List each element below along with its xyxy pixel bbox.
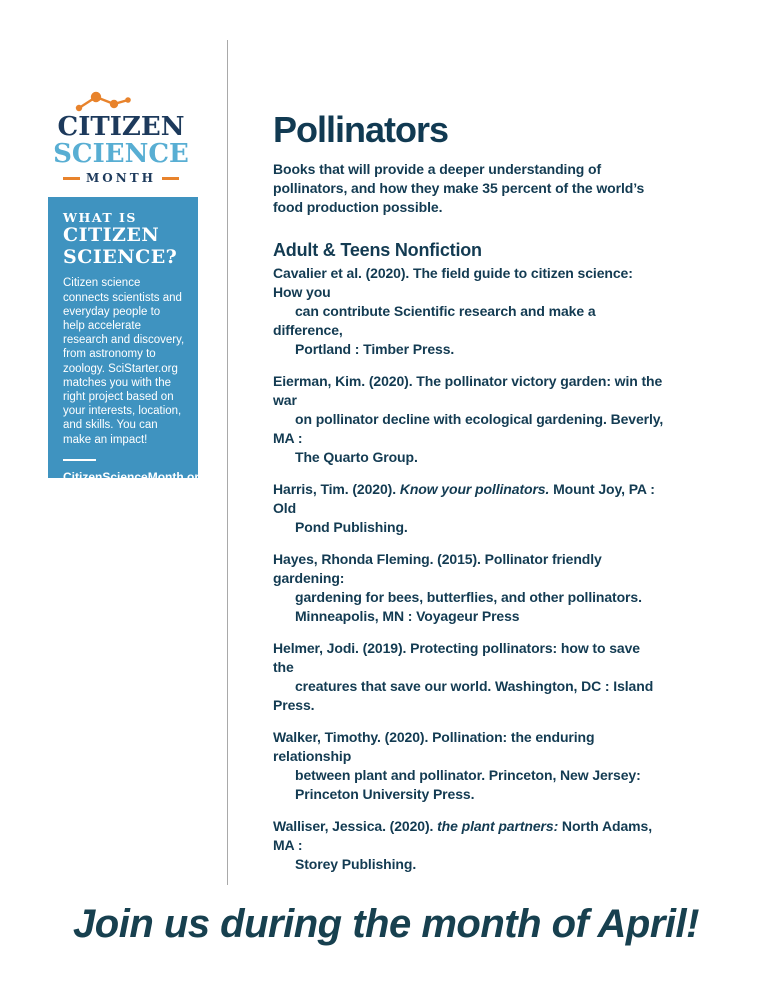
book-line: MA : — [273, 429, 303, 446]
book-entry-eierman — [273, 372, 733, 467]
book-line-segment: Walliser, Jessica. (2020). — [273, 817, 438, 834]
book-line: How you — [273, 283, 331, 300]
book-line: war — [273, 391, 297, 408]
book-entry-cavalier — [273, 264, 733, 359]
book-line: Portland : Timber Press. — [295, 340, 455, 357]
book-entry-hayes — [273, 550, 733, 626]
intro-line: Books that will provide a deeper understanding of — [273, 160, 602, 177]
book-entry-helmer — [273, 639, 733, 715]
logo-word-citizen: CITIZEN — [57, 112, 185, 142]
book-line: can contribute Scientific research and make a — [295, 302, 596, 319]
page-title: Pollinators — [273, 109, 449, 150]
book-line: relationship — [273, 747, 352, 764]
molecule-network-icon — [72, 90, 136, 113]
book-line-segment: North Adams, — [558, 817, 652, 834]
book-line — [273, 480, 733, 499]
book-line: Storey Publishing. — [295, 855, 417, 872]
book-line: Hayes, Rhonda Fleming. (2015). Pollinator friendly — [273, 550, 602, 567]
book-entry-walliser — [273, 817, 733, 874]
book-line: MA : — [273, 836, 303, 853]
book-line: Minneapolis, MN : Voyageur Press — [295, 607, 520, 624]
citizen-science-month-link[interactable]: CitizenScienceMonth.org — [63, 469, 207, 484]
book-line: Walker, Timothy. (2020). Pollination: the enduring — [273, 728, 595, 745]
what-is-citizen-science-box — [48, 197, 207, 484]
book-line: Cavalier et al. (2020). The field guide to citizen science: — [273, 264, 633, 281]
sidebar-what-is-label: WHAT IS — [63, 210, 137, 225]
intro-line: food production possible. — [273, 198, 443, 215]
book-line-segment-italic: Know your pollinators. — [399, 480, 550, 497]
book-line: The Quarto Group. — [295, 448, 418, 465]
logo-dash-right — [162, 177, 179, 180]
book-line: Princeton University Press. — [295, 785, 475, 802]
book-line-segment-italic: the plant partners: — [437, 817, 559, 834]
book-line: between plant and pollinator. Princeton, New Jersey: — [295, 766, 641, 783]
book-line: Helmer, Jodi. (2019). Protecting pollinators: how to save — [273, 639, 640, 656]
main-content — [273, 110, 733, 887]
book-line — [273, 817, 733, 836]
sidebar-body-text: Citizen science connects scientists and everyday people to help accelerate research and discovery, from astronomy to zoology. SciStarter.org matches you with the right project based on your interests, location, and skills. You can make an impact! — [63, 277, 185, 446]
book-line: the — [273, 658, 294, 675]
book-line: Old — [273, 499, 297, 516]
book-line: on pollinator decline with ecological gardening. Beverly, — [295, 410, 664, 427]
book-line: Eierman, Kim. (2020). The pollinator victory garden: win the — [273, 372, 663, 389]
sidebar-divider — [63, 459, 96, 461]
book-entry-harris — [273, 480, 733, 537]
book-line: difference, — [273, 321, 343, 338]
sidebar-title-science: SCIENCE? — [63, 245, 178, 268]
intro-line: pollinators, and how they make 35 percent of the world’s — [273, 179, 645, 196]
logo-dash-left — [63, 177, 80, 180]
logo-word-month: MONTH — [86, 171, 156, 186]
book-entry-walker — [273, 728, 733, 804]
book-line: creatures that save our world. Washington, DC : Island — [295, 677, 654, 694]
book-line: gardening for bees, butterflies, and other pollinators. — [295, 588, 642, 605]
citizen-science-month-logo — [50, 90, 192, 185]
book-line-segment: Harris, Tim. (2020). — [273, 480, 400, 497]
book-line-segment: Mount Joy, PA : — [549, 480, 655, 497]
book-line: Pond Publishing. — [295, 518, 408, 535]
footer-banner: Join us during the month of April! — [73, 902, 699, 946]
section-heading: Adult & Teens Nonfiction — [273, 239, 482, 260]
column-divider — [227, 40, 228, 885]
logo-month-row — [50, 171, 192, 185]
book-line: gardening: — [273, 569, 345, 586]
book-line: Press. — [273, 696, 315, 713]
sidebar-title-citizen: CITIZEN — [63, 224, 160, 246]
logo-word-science: SCIENCE — [53, 139, 189, 170]
